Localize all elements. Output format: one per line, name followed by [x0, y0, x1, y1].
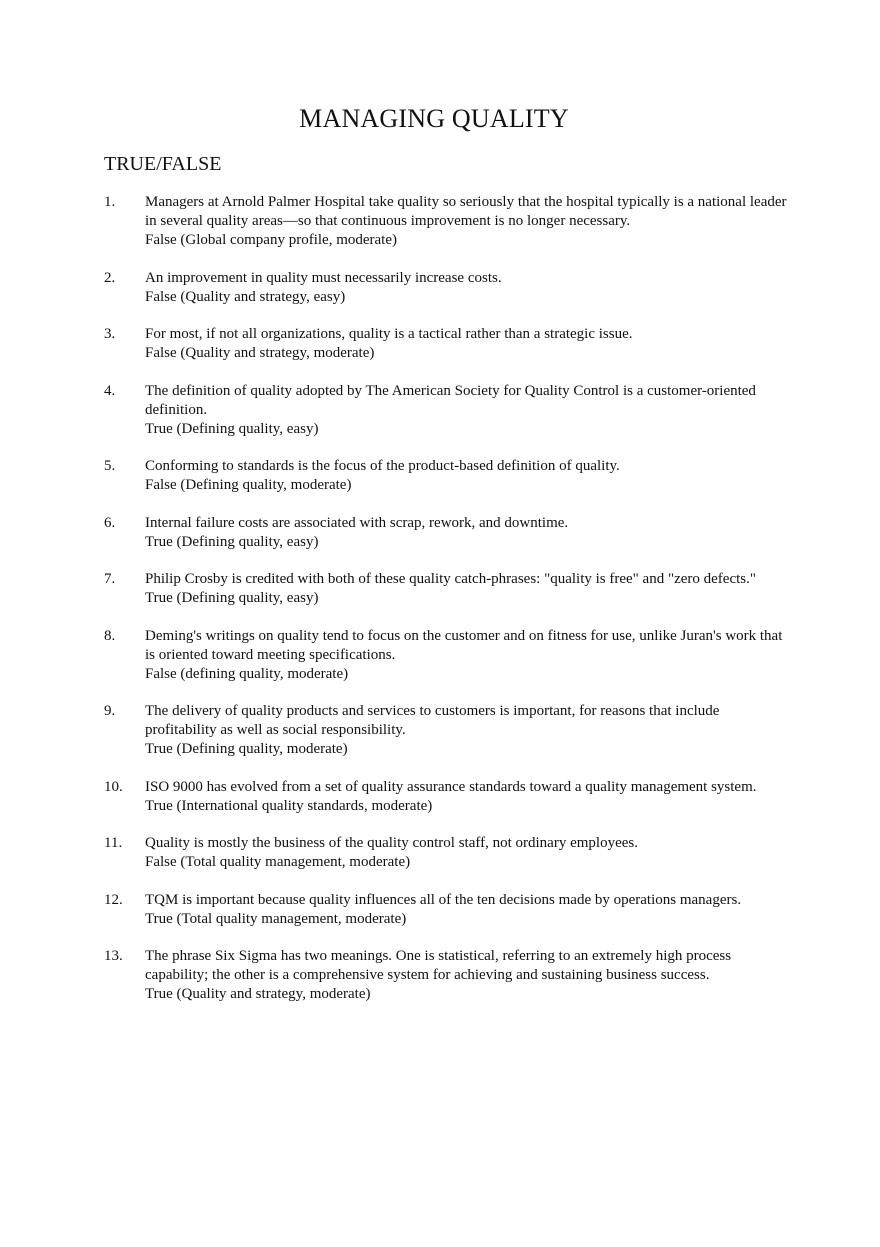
question-text: TQM is important because quality influences all of the ten decisions made by operations managers. [145, 891, 742, 908]
question-number: 13. [104, 948, 123, 964]
question-item [104, 193, 794, 250]
question-item [104, 947, 794, 1004]
question-answer: False (Total quality management, moderate) [145, 854, 411, 870]
question-answer: False (defining quality, moderate) [145, 665, 349, 682]
question-text: Conforming to standards is the focus of the product-based definition of quality. [145, 458, 620, 474]
question-text: The definition of quality adopted by The American Society for Quality Control is a customer-oriented definition. [145, 382, 756, 418]
question-answer: True (Total quality management, moderate) [145, 910, 407, 927]
question-answer: False (Quality and strategy, easy) [145, 288, 346, 305]
question-number: 11. [104, 835, 123, 851]
question-number: 5. [104, 458, 116, 474]
question-answer: True (International quality standards, moderate) [145, 797, 433, 814]
question-number: 12. [104, 891, 123, 908]
question-item [104, 382, 794, 439]
question-answer: True (Quality and strategy, moderate) [145, 986, 371, 1002]
question-answer: False (Global company profile, moderate) [145, 232, 397, 248]
question-list [104, 193, 794, 1023]
question-text: Quality is mostly the business of the quality control staff, not ordinary employees. [145, 835, 638, 851]
question-answer: True (Defining quality, moderate) [145, 741, 348, 757]
question-text: ISO 9000 has evolved from a set of quality assurance standards toward a quality management system. [145, 778, 757, 795]
question-item [104, 627, 794, 684]
question-answer: False (Defining quality, moderate) [145, 477, 352, 493]
question-answer: True (Defining quality, easy) [145, 420, 319, 437]
question-text: Philip Crosby is credited with both of these quality catch-phrases: "quality is free" and "zero defects." [145, 571, 756, 587]
question-text: For most, if not all organizations, quality is a tactical rather than a strategic issue. [145, 326, 633, 342]
question-item [104, 514, 794, 552]
question-item [104, 778, 794, 816]
question-number: 3. [104, 326, 116, 342]
question-number: 1. [104, 194, 116, 210]
question-number: 2. [104, 269, 116, 286]
question-item [104, 891, 794, 929]
question-answer: False (Quality and strategy, moderate) [145, 345, 375, 361]
question-item [104, 325, 794, 363]
question-number: 7. [104, 571, 116, 587]
question-item [104, 570, 794, 608]
question-number: 10. [104, 778, 123, 795]
question-item [104, 457, 794, 495]
question-text: The phrase Six Sigma has two meanings. One is statistical, referring to an extremely high process capability; the other is a comprehensive system for achieving and sustaining business success. [145, 948, 732, 983]
question-number: 4. [104, 382, 116, 399]
question-item [104, 834, 794, 872]
question-number: 9. [104, 703, 116, 719]
question-answer: True (Defining quality, easy) [145, 533, 319, 550]
question-text: Internal failure costs are associated with scrap, rework, and downtime. [145, 514, 569, 531]
question-text: Managers at Arnold Palmer Hospital take quality so seriously that the hospital typically is a national leader in several quality areas—so that continuous improvement is no longer necessary. [145, 194, 787, 229]
page-title: MANAGING QUALITY [299, 104, 569, 133]
question-text: An improvement in quality must necessarily increase costs. [145, 269, 502, 286]
question-item [104, 269, 794, 307]
question-text: Deming's writings on quality tend to focus on the customer and on fitness for use, unlike Juran's work that is oriented toward meeting specifications. [145, 627, 783, 663]
question-answer: True (Defining quality, easy) [145, 590, 319, 606]
question-number: 6. [104, 514, 116, 531]
question-item [104, 702, 794, 759]
question-text: The delivery of quality products and services to customers is important, for reasons that include profitability as well as social responsibility. [145, 703, 720, 738]
section-heading: TRUE/FALSE [104, 153, 222, 175]
question-number: 8. [104, 627, 116, 644]
